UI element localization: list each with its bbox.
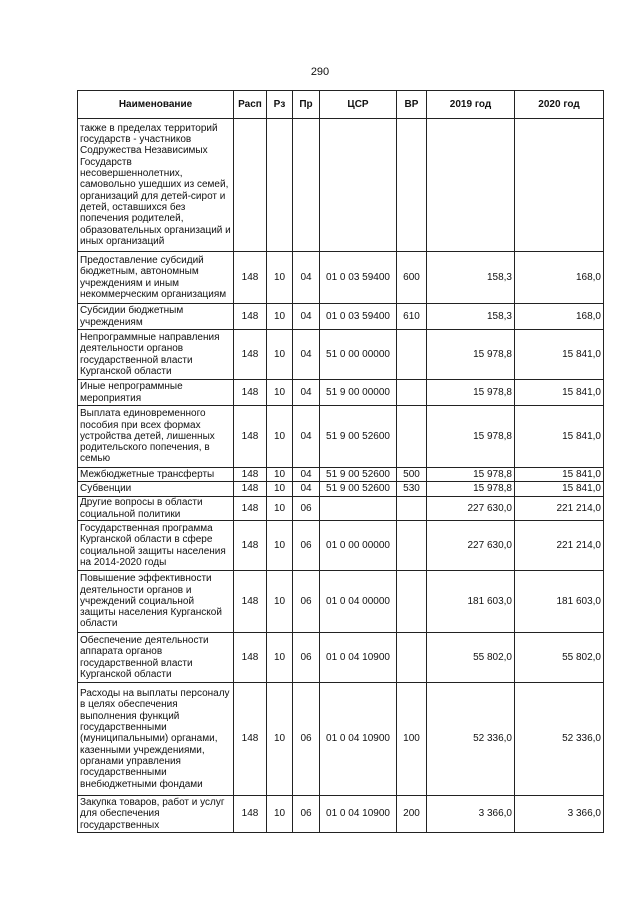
cell-name: Предоставление субсидий бюджетным, автономным учреждениям и иным некоммерческим организациям (78, 252, 234, 304)
cell-2020: 15 841,0 (515, 380, 604, 406)
cell-name: Государственная программа Курганской области в сфере социальной защиты населения на 2014-2020 годы (78, 521, 234, 571)
table-row (78, 380, 604, 406)
cell-vr: 530 (397, 482, 427, 497)
cell-csr (320, 497, 397, 521)
cell-rz: 10 (267, 380, 293, 406)
cell-csr: 01 0 03 59400 (320, 252, 397, 304)
cell-pr: 06 (293, 521, 320, 571)
col-header-2019: 2019 год (427, 91, 515, 119)
cell-rz: 10 (267, 497, 293, 521)
cell-rz: 10 (267, 304, 293, 330)
table-row (78, 252, 604, 304)
cell-2019: 181 603,0 (427, 571, 515, 633)
cell-rz: 10 (267, 330, 293, 380)
cell-2019: 158,3 (427, 252, 515, 304)
cell-name: Межбюджетные трансферты (78, 468, 234, 482)
cell-csr: 01 0 03 59400 (320, 304, 397, 330)
cell-2019: 3 366,0 (427, 796, 515, 833)
cell-pr: 04 (293, 482, 320, 497)
cell-2020: 15 841,0 (515, 330, 604, 380)
cell-rasp: 148 (234, 497, 267, 521)
cell-name: также в пределах территорий государств - участников Содружества Независимых Государств несовершеннолетних, самовольно ушедших из семей, организаций для детей-сирот и детей, оставшихся без попечения родителей, образовательных организаций и иных организаций (78, 119, 234, 252)
cell-rz: 10 (267, 406, 293, 468)
cell-2019: 15 978,8 (427, 482, 515, 497)
table-row (78, 119, 604, 252)
cell-2020: 15 841,0 (515, 468, 604, 482)
cell-2020 (515, 119, 604, 252)
cell-2020: 15 841,0 (515, 406, 604, 468)
cell-rasp: 148 (234, 683, 267, 796)
cell-name: Расходы на выплаты персоналу в целях обеспечения выполнения функций государственными (муниципальными) органами, казенными учреждениями, органами управления государственными внебюджетными фондами (78, 683, 234, 796)
cell-vr: 600 (397, 252, 427, 304)
cell-name: Обеспечение деятельности аппарата органов государственной власти Курганской области (78, 633, 234, 683)
cell-2019: 15 978,8 (427, 406, 515, 468)
cell-2020: 221 214,0 (515, 521, 604, 571)
cell-rasp: 148 (234, 304, 267, 330)
cell-2019: 227 630,0 (427, 497, 515, 521)
cell-2019: 15 978,8 (427, 468, 515, 482)
cell-name: Другие вопросы в области социальной политики (78, 497, 234, 521)
page-number: 290 (310, 66, 330, 78)
table-row (78, 633, 604, 683)
cell-pr: 04 (293, 380, 320, 406)
table-row (78, 796, 604, 833)
table-body (78, 119, 604, 833)
cell-pr: 04 (293, 252, 320, 304)
cell-name: Непрограммные направления деятельности органов государственной власти Курганской области (78, 330, 234, 380)
table-row (78, 497, 604, 521)
col-header-name: Наименование (78, 91, 234, 119)
col-header-csr: ЦСР (320, 91, 397, 119)
cell-pr: 06 (293, 683, 320, 796)
cell-csr: 01 0 04 00000 (320, 571, 397, 633)
cell-rasp: 148 (234, 482, 267, 497)
table-header-row (78, 91, 604, 119)
cell-csr: 01 0 04 10900 (320, 683, 397, 796)
cell-rasp: 148 (234, 633, 267, 683)
cell-rasp: 148 (234, 796, 267, 833)
cell-vr (397, 571, 427, 633)
col-header-rasp: Расп (234, 91, 267, 119)
cell-vr (397, 521, 427, 571)
cell-2019: 52 336,0 (427, 683, 515, 796)
cell-vr (397, 119, 427, 252)
cell-2019: 158,3 (427, 304, 515, 330)
cell-vr: 500 (397, 468, 427, 482)
cell-csr: 51 9 00 00000 (320, 380, 397, 406)
table-row (78, 482, 604, 497)
table-row (78, 468, 604, 482)
cell-2020: 52 336,0 (515, 683, 604, 796)
cell-csr (320, 119, 397, 252)
table-row (78, 330, 604, 380)
cell-csr: 51 9 00 52600 (320, 482, 397, 497)
cell-2019: 15 978,8 (427, 330, 515, 380)
cell-name: Субвенции (78, 482, 234, 497)
cell-pr: 06 (293, 796, 320, 833)
cell-vr: 610 (397, 304, 427, 330)
cell-name: Субсидии бюджетным учреждениям (78, 304, 234, 330)
cell-rz: 10 (267, 521, 293, 571)
cell-2020: 221 214,0 (515, 497, 604, 521)
cell-rasp: 148 (234, 380, 267, 406)
cell-2020: 168,0 (515, 304, 604, 330)
cell-csr: 01 0 04 10900 (320, 633, 397, 683)
cell-pr: 04 (293, 330, 320, 380)
cell-rasp: 148 (234, 468, 267, 482)
cell-rasp: 148 (234, 406, 267, 468)
cell-rz: 10 (267, 683, 293, 796)
cell-vr (397, 406, 427, 468)
cell-rasp: 148 (234, 330, 267, 380)
table-row (78, 406, 604, 468)
cell-vr (397, 633, 427, 683)
cell-rasp: 148 (234, 571, 267, 633)
table-row (78, 521, 604, 571)
cell-pr: 06 (293, 633, 320, 683)
cell-rz: 10 (267, 571, 293, 633)
cell-2019: 15 978,8 (427, 380, 515, 406)
table-row (78, 683, 604, 796)
cell-pr (293, 119, 320, 252)
col-header-2020: 2020 год (515, 91, 604, 119)
cell-vr (397, 380, 427, 406)
cell-rz (267, 119, 293, 252)
col-header-vr: ВР (397, 91, 427, 119)
col-header-pr: Пр (293, 91, 320, 119)
cell-2019: 227 630,0 (427, 521, 515, 571)
cell-pr: 04 (293, 468, 320, 482)
cell-2020: 15 841,0 (515, 482, 604, 497)
cell-2020: 181 603,0 (515, 571, 604, 633)
cell-name: Выплата единовременного пособия при всех формах устройства детей, лишенных родительского попечения, в семью (78, 406, 234, 468)
cell-csr: 51 0 00 00000 (320, 330, 397, 380)
table-row (78, 571, 604, 633)
cell-vr: 200 (397, 796, 427, 833)
cell-vr (397, 497, 427, 521)
cell-rasp: 148 (234, 521, 267, 571)
cell-rz: 10 (267, 252, 293, 304)
cell-2020: 3 366,0 (515, 796, 604, 833)
cell-name: Закупка товаров, работ и услуг для обеспечения государственных (78, 796, 234, 833)
cell-2020: 168,0 (515, 252, 604, 304)
cell-csr: 01 0 00 00000 (320, 521, 397, 571)
cell-csr: 51 9 00 52600 (320, 406, 397, 468)
cell-csr: 01 0 04 10900 (320, 796, 397, 833)
cell-2020: 55 802,0 (515, 633, 604, 683)
cell-pr: 06 (293, 571, 320, 633)
cell-pr: 06 (293, 497, 320, 521)
cell-rz: 10 (267, 633, 293, 683)
cell-2019: 55 802,0 (427, 633, 515, 683)
cell-rz: 10 (267, 796, 293, 833)
cell-name: Иные непрограммные мероприятия (78, 380, 234, 406)
cell-pr: 04 (293, 406, 320, 468)
budget-table (77, 90, 604, 833)
cell-vr (397, 330, 427, 380)
cell-2019 (427, 119, 515, 252)
cell-rasp (234, 119, 267, 252)
cell-csr: 51 9 00 52600 (320, 468, 397, 482)
cell-vr: 100 (397, 683, 427, 796)
cell-rz: 10 (267, 468, 293, 482)
cell-rasp: 148 (234, 252, 267, 304)
table-row (78, 304, 604, 330)
col-header-rz: Рз (267, 91, 293, 119)
cell-pr: 04 (293, 304, 320, 330)
cell-name: Повышение эффективности деятельности органов и учреждений социальной защиты населения Курганской области (78, 571, 234, 633)
cell-rz: 10 (267, 482, 293, 497)
